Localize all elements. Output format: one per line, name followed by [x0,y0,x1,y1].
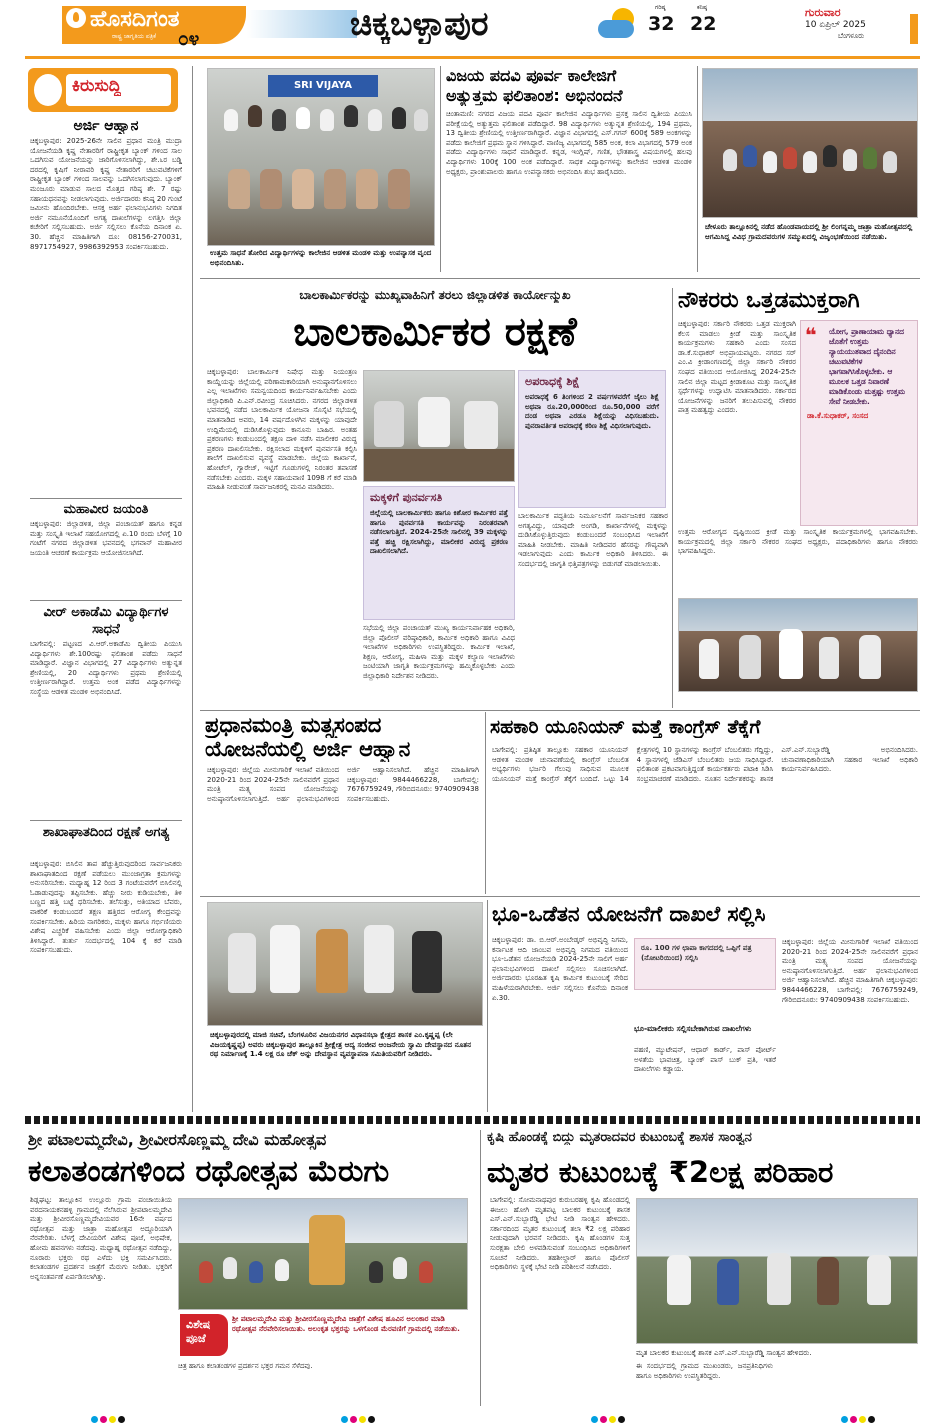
max-temp: 32 [648,13,675,35]
top-rule [25,56,920,59]
punishment-box [518,370,666,508]
logo-lamp-icon [66,8,86,28]
brief-title-3: ವೀರ್ ಅಕಾಡೆಮಿ ವಿದ್ಯಾರ್ಥಿಗಳ ಸಾಧನೆ [43,605,169,637]
fisheries-body: ಚಿಕ್ಕಬಳ್ಳಾಪುರ: ಜಿಲ್ಲೆಯ ಮೀನುಗಾರಿಕೆ ಇಲಾಖೆ ವತಿಯಿಂದ 2020-21 ರಿಂದ 2024-25ನೇ ಸಾಲಿನವರೆಗೆ ಪ್ರಧಾನ ಮಂತ್ರಿ ಮತ್ಸ್ಯ ಸಂಪದ ಯೋಜನೆಯನ್ನು ಅನುಷ್ಠಾನಗೊಳಿಸಲಾಗುತ್ತಿದೆ. ಅರ್ಹ ಫಲಾನುಭವಿಗಳಿಂದ ಅರ್ಜಿ ಆಹ್ವಾನಿಸಲಾಗಿದೆ. ಹೆಚ್ಚಿನ ಮಾಹಿತಿಗಾಗಿ ಚಿಕ್ಕಬಳ್ಳಾಪುರ: 9844466228, ಬಾಗೇಪಲ್ಲಿ: 7676759249, ಗೌರಿಬಿದನೂರು: 9740909438 ಸಂಪರ್ಕಿಸಬಹುದು. [207,766,479,803]
results-body: ಚಿಂತಾಮಣಿ: ನಗರದ ವಿಜಯ ಪದವಿ ಪೂರ್ವ ಕಾಲೇಜಿನ ವಿದ್ಯಾರ್ಥಿಗಳು ಪ್ರಸಕ್ತ ಸಾಲಿನ ದ್ವಿತೀಯ ಪಿಯುಸಿ ಪರೀಕ್ಷೆಯಲ್ಲಿ ಅತ್ಯುತ್ತಮ ಫಲಿತಾಂಶ ಪಡೆದಿದ್ದಾರೆ. 98 ವಿದ್ಯಾರ್ಥಿಗಳು ಅತ್ಯುನ್ನತ ಶ್ರೇಣಿಯಲ್ಲಿ, 194 ಪ್ರಥಮ, 13 ದ್ವಿತೀಯ ಶ್ರೇಣಿಯಲ್ಲಿ ಉತ್ತೀರ್ಣರಾಗಿದ್ದಾರೆ. ವಿಜ್ಞಾನ ವಿಭಾಗದಲ್ಲಿ ಎಸ್.ಗಗನ್ 600ಕ್ಕೆ 589 ಅಂಕಗಳನ್ನು ಪಡೆದು ಕಾಲೇಜಿಗೆ ಪ್ರಥಮ ಸ್ಥಾನ ಗಳಿಸಿದ್ದಾರೆ. ವಾಣಿಜ್ಯ ವಿಭಾಗದಲ್ಲಿ 585 ಅಂಕ, ಕಲಾ ವಿಭಾಗದಲ್ಲಿ 579 ಅಂಕ ಪಡೆದು ವಿದ್ಯಾರ್ಥಿಗಳು ಸಾಧನೆ ಮಾಡಿದ್ದಾರೆ. ಕನ್ನಡ, ಇಂಗ್ಲಿಷ್, ಗಣಿತ, ಭೌತಶಾಸ್ತ್ರ ವಿಷಯಗಳಲ್ಲಿ ಹಲವು ವಿದ್ಯಾರ್ಥಿಗಳು 100ಕ್ಕೆ 100 ಅಂಕ ಪಡೆದಿದ್ದಾರೆ. ಸಾಧಕ ವಿದ್ಯಾರ್ಥಿಗಳನ್ನು ಕಾಲೇಜಿನ ಆಡಳಿತ ಮಂಡಳಿ ಅಧ್ಯಕ್ಷರು, ಪ್ರಾಂಶುಪಾಲರು ಹಾಗೂ ಉಪನ್ಯಾಸಕರು ಅಭಿನಂದಿಸಿ ಶುಭ ಹಾರೈಸಿದರು. [446,110,692,176]
compensation-body-2: ಈ ಸಂದರ್ಭದಲ್ಲಿ ಗ್ರಾಮದ ಮುಖಂಡರು, ಜನಪ್ರತಿನಿಧಿಗಳು ಹಾಗೂ ಅಧಿಕಾರಿಗಳು ಉಪಸ್ಥಿತರಿದ್ದರು. [636,1362,773,1380]
brief-body-3: ಬಾಗೇಪಲ್ಲಿ: ಪಟ್ಟಣದ ವಿ.ಆರ್.ಅಕಾಡೆಮಿ ದ್ವಿತೀಯ ಪಿಯುಸಿ ವಿದ್ಯಾರ್ಥಿಗಳು ಶೇ.100ರಷ್ಟು ಫಲಿತಾಂಶ ಪಡೆದು ಸಾಧನೆ ಮಾಡಿದ್ದಾರೆ. ವಿಜ್ಞಾನ ವಿಭಾಗದಲ್ಲಿ 27 ವಿದ್ಯಾರ್ಥಿಗಳು ಅತ್ಯುನ್ನತ ಶ್ರೇಣಿಯಲ್ಲಿ, 20 ವಿದ್ಯಾರ್ಥಿಗಳು ಪ್ರಥಮ ಶ್ರೇಣಿಯಲ್ಲಿ ಉತ್ತೀರ್ಣರಾಗಿದ್ದಾರೆ. ಉತ್ತಮ ಅಂಕ ಪಡೆದ ವಿದ್ಯಾರ್ಥಿಗಳನ್ನು ಸಂಸ್ಥೆಯ ಆಡಳಿತ ಮಂಡಳಿ ಅಭಿನಂದಿಸಿದೆ. [30,640,182,696]
punishment-title: ಅಪರಾಧಕ್ಕೆ ಶಿಕ್ಷೆ [525,375,580,388]
jatra-photo [702,68,918,218]
fisheries-title-2: ಯೋಜನೆಯಲ್ಲಿ ಅರ್ಜಿ ಆಹ್ವಾನ [205,737,411,761]
coop-title: ಸಹಕಾರಿ ಯೂನಿಯನ್ ಮತ್ತೆ ಕಾಂಗ್ರೆಸ್ ತೆಕ್ಕೆಗೆ [490,716,761,738]
masthead-gradient [247,10,357,38]
rehab-title: ಮಕ್ಕಳಿಗೆ ಪುನರ್ವಸತಿ [370,491,443,504]
stamp-text: ರೂ. 100 ಗಳ ಛಾಪಾ ಕಾಗದದಲ್ಲಿ ಒಪ್ಪಿಗೆ ಪತ್ರ (ನೋಟರಿಯಿಂದ) ಸಲ್ಲಿಸಿ [641,943,752,962]
punishment-body: ಅಪರಾಧಕ್ಕೆ 6 ತಿಂಗಳಿಂದ 2 ವರ್ಷಗಳವರೆಗೆ ಜೈಲು ಶಿಕ್ಷೆ ಅಥವಾ ರೂ.20,000ರಿಂದ ರೂ.50,000 ವರೆಗೆ ದಂಡ ಅಥವಾ ಎರಡೂ ಶಿಕ್ಷೆಯನ್ನು ವಿಧಿಸಬಹುದು. ಪುನರಾವರ್ತಿತ ಅಪರಾಧಕ್ಕೆ ಕಠಿಣ ಶಿಕ್ಷೆ ವಿಧಿಸಲಾಗುವುದು. [525,393,659,430]
coop-body: ಬಾಗೇಪಲ್ಲಿ: ಪ್ರತಿಷ್ಠಿತ ತಾಲ್ಲೂಕು ಸಹಕಾರ ಯೂನಿಯನ್ ಆಡಳಿತ ಮಂಡಳಿ ಚುನಾವಣೆಯಲ್ಲಿ ಕಾಂಗ್ರೆಸ್ ಬೆಂಬಲಿತ ಅಭ್ಯರ್ಥಿಗಳು ಭರ್ಜರಿ ಗೆಲುವು ಸಾಧಿಸುವ ಮೂಲಕ ಯೂನಿಯನ್ ಮತ್ತೆ ಕಾಂಗ್ರೆಸ್ ತೆಕ್ಕೆಗೆ ಬಂದಿದೆ. ಒಟ್ಟು 14 ಕ್ಷೇತ್ರಗಳಲ್ಲಿ 10 ಸ್ಥಾನಗಳನ್ನು ಕಾಂಗ್ರೆಸ್ ಬೆಂಬಲಿತರು ಗೆದ್ದಿದ್ದು, 4 ಸ್ಥಾನಗಳಲ್ಲಿ ಜೆಡಿಎಸ್ ಬೆಂಬಲಿತರು ಜಯ ಸಾಧಿಸಿದ್ದಾರೆ. ಫಲಿತಾಂಶ ಪ್ರಕಟವಾಗುತ್ತಿದ್ದಂತೆ ಕಾರ್ಯಕರ್ತರು ಪಟಾಕಿ ಸಿಡಿಸಿ ಸಂಭ್ರಮಾಚರಣೆ ಮಾಡಿದರು. ನೂತನ ನಿರ್ದೇಶಕರನ್ನು ಶಾಸಕ ಎಸ್.ಎನ್.ಸುಬ್ಬಾರೆಡ್ಡಿ ಅಭಿನಂದಿಸಿದರು. ಚುನಾವಣಾಧಿಕಾರಿಯಾಗಿ ಸಹಕಾರ ಇಲಾಖೆ ಅಧಿಕಾರಿ ಕಾರ್ಯನಿರ್ವಹಿಸಿದರು. [492,746,918,783]
brief-body-1: ಚಿಕ್ಕಬಳ್ಳಾಪುರ: 2025-26ನೇ ಸಾಲಿನ ಪ್ರಧಾನ ಮಂತ್ರಿ ಮುದ್ರಾ ಯೋಜನೆಯಡಿ ಕೃಷ್ಣ ನೇತಾರರಿಗೆ ರಾಷ್ಟ್ರೀಕೃತ ಬ್ಯಾಂಕ್ ಗಳಿಂದ ಸಾಲ ಒದಗಿಸುವ ಯೋಜನೆಯನ್ನು ಜಾರಿಗೊಳಿಸಲಾಗಿದ್ದು, ಶೇ.೬ರ ಬಡ್ಡಿ ದರದಲ್ಲಿ ಕೃಷಿಗೆ ನೀರಾವರಿ ಕೃಷ್ಣ ನೇತಾರರಿಗೆ ಚಟುವಟಿಕೆಗಳಿಗೆ ರಾಷ್ಟ್ರೀಕೃತ ಬ್ಯಾಂಕ್ ಗಳಿಂದ ಸಾಲವನ್ನು ಒದಗಿಸಲಾಗುವುದು. ಬ್ಯಾಂಕ್ ಮಂಜೂರು ಮಾಡುವ ಸಾಲದ ಮೊತ್ತದ ಗರಿಷ್ಠ ಶೇ. 7 ರಷ್ಟು ಸಹಾಯಧನವನ್ನು ನೀಡಲಾಗುವುದು. ಅರ್ಜಿದಾರರು ಕನಿಷ್ಠ 20 ಗುಂಟೆ ಜಮೀನು ಹೊಂದಿರಬೇಕು. ಆಸಕ್ತ ಅರ್ಹ ಫಲಾನುಭವಿಗಳು ನಿಗದಿತ ಅರ್ಜಿ ನಮೂನೆಯೊಂದಿಗೆ ಅಗತ್ಯ ದಾಖಲೆಗಳನ್ನು ಲಗತ್ತಿಸಿ ಜಿಲ್ಲಾ ಕಚೇರಿಗೆ ಸಲ್ಲಿಸಬಹುದು. ಅರ್ಜಿ ಸಲ್ಲಿಸಲು ಕೊನೆಯ ದಿನಾಂಕ ಏ. 30. ಹೆಚ್ಚಿನ ಮಾಹಿತಿಗಾಗಿ ದೂ: 08156-270031, 8971754927, 9986392953 ಸಂಪರ್ಕಿಸಬಹುದು. [30,137,182,251]
cheque-caption: ಚಿಕ್ಕಬಳ್ಳಾಪುರದಲ್ಲಿ ಮಾಜಿ ಸಚಿವೆ, ಬೆಂಗಳೂರಿನ ವಿಜಯನಗರ ವಿಧಾನಸಭಾ ಕ್ಷೇತ್ರದ ಶಾಸಕ ಎಂ.ಕೃಷ್ಣಪ್ಪ (ಲೇ ವಿಜಯಕೃಷ್ಣಪ್ಪ) ಅವರು ಚಿಕ್ಕಬಳ್ಳಾಪುರ ತಾಲ್ಲೂಕಿನ ಶ್ರೀಕ್ಷೇತ್ರ ಆದ್ಯ ಸಂಜೀವ ಆಂಜನೇಯ ಸ್ವಾಮಿ ದೇವಸ್ಥಾನದ ನೂತನ ರಥ ನಿರ್ಮಾಣಕ್ಕೆ 1.4 ಲಕ್ಷ ರೂ ಚೆಕ್ ಅನ್ನು ದೇವಸ್ಥಾನ ವ್ಯವಸ್ಥಾಪನಾ ಸಮಿತಿಯವರಿಗೆ ನೀಡಿದರು. [210,1030,472,1059]
compensation-photo [636,1198,918,1344]
max-temp-label: ಗರಿಷ್ಠ [655,4,666,11]
kirusuddi-label: ಕಿರುಸುದ್ದಿ [72,76,122,96]
results-title-2: ಅತ್ಯುತ್ತಮ ಫಲಿತಾಂಶ: ಅಭಿನಂದನೆ [446,86,623,105]
sports-photo [678,598,918,692]
special-badge-line1: ವಿಶೇಷ [186,1318,211,1331]
students-photo [207,68,435,246]
compensation-kicker: ಕೃಷಿ ಹೊಂಡಕ್ಕೆ ಬಿದ್ದು ಮೃತರಾದವರ ಕುಟುಂಬಕ್ಕೆ ಶಾಸಕ ಸಾಂತ್ವನ [487,1130,752,1145]
masthead [0,0,945,50]
employees-title: ನೌಕರರು ಒತ್ತಡಮುಕ್ತರಾಗಿ [678,288,860,313]
min-temp: 22 [690,13,717,35]
land-body-extra: ಚಿಕ್ಕಬಳ್ಳಾಪುರ: ಜಿಲ್ಲೆಯ ಮೀನುಗಾರಿಕೆ ಇಲಾಖೆ ವತಿಯಿಂದ 2020-21 ರಿಂದ 2024-25ನೇ ಸಾಲಿನವರೆಗೆ ಪ್ರಧಾನ ಮಂತ್ರಿ ಮತ್ಸ್ಯ ಸಂಪದ ಯೋಜನೆಯನ್ನು ಅನುಷ್ಠಾನಗೊಳಿಸಲಾಗುತ್ತಿದೆ. ಅರ್ಹ ಫಲಾನುಭವಿಗಳಿಂದ ಅರ್ಜಿ ಆಹ್ವಾನಿಸಲಾಗಿದೆ. ಹೆಚ್ಚಿನ ಮಾಹಿತಿಗಾಗಿ ಚಿಕ್ಕಬಳ್ಳಾಪುರ: 9844466228, ಬಾಗೇಪಲ್ಲಿ: 7676759249, ಗೌರಿಬಿದನೂರು: 9740909438 ಸಂಪರ್ಕಿಸಬಹುದು. [782,938,918,1004]
compensation-body: ಬಾಗೇಪಲ್ಲಿ: ಸೋಮನಾಥಪುರ ಕುರುಬರಹಳ್ಳಿ ಕೃಷಿ ಹೊಂಡದಲ್ಲಿ ಈಜಲು ಹೋಗಿ ಮೃತಪಟ್ಟ ಬಾಲಕರ ಕುಟುಂಬಕ್ಕೆ ಶಾಸಕ ಎಸ್.ಎನ್.ಸುಬ್ಬಾರೆಡ್ಡಿ ಭೇಟಿ ನೀಡಿ ಸಾಂತ್ವನ ಹೇಳಿದರು. ಸರ್ಕಾರದಿಂದ ಮೃತರ ಕುಟುಂಬಕ್ಕೆ ತಲಾ ₹2 ಲಕ್ಷ ಪರಿಹಾರ ನೀಡುವುದಾಗಿ ಭರವಸೆ ನೀಡಿದರು. ಕೃಷಿ ಹೊಂಡಗಳ ಸುತ್ತ ಸುರಕ್ಷತಾ ಬೇಲಿ ಅಳವಡಿಸುವಂತೆ ಸಂಬಂಧಿಸಿದ ಅಧಿಕಾರಿಗಳಿಗೆ ಸೂಚನೆ ನೀಡಿದರು. ತಹಶೀಲ್ದಾರ್ ಹಾಗೂ ಪೊಲೀಸ್ ಅಧಿಕಾರಿಗಳು ಸ್ಥಳಕ್ಕೆ ಭೇಟಿ ನೀಡಿ ಪರಿಶೀಲನೆ ನಡೆಸಿದರು. [490,1196,630,1272]
quote-text: ಯೋಗ, ಪ್ರಾಣಾಯಾಮ ಧ್ಯಾನದ ಜೊತೆಗೆ ಉತ್ತಮ ನ್ಯಾಯಯುತವಾದ ದೈನಂದಿನ ಚಟುವಟಿಕೆಗಳ ಭಾಗವಾಗಿಸಿಕೊಳ್ಳಬೇಕು. ಆ ಮೂಲಕ ಒತ್ತಡ ನಿವಾರಣೆ ಮಾಡಿಕೊಂಡು ಮತ್ತಷ್ಟು ಉತ್ತಮ ಸೇವೆ ನೀಡಬೇಕು. [829,327,906,406]
stamp-box [634,938,776,990]
divider-stripe [25,1116,920,1124]
festival-photo [178,1198,468,1310]
cheque-photo [207,902,483,1026]
quote-icon: ❝ [805,323,817,347]
festival-body-2: ಚಿತ್ರ ಹಾಗೂ ಕಲಾತಂಡಗಳ ಪ್ರದರ್ಶನ ಭಕ್ತರ ಗಮನ ಸೆಳೆದವು. [178,1362,313,1370]
special-badge-line2: ಪೂಜೆ [186,1332,206,1345]
meeting-photo [363,370,515,482]
quote-author: ಡಾ.ಕೆ.ಸುಧಾಕರ್, ಸಂಸದ [807,411,869,420]
land-title: ಭೂ-ಒಡೆತನ ಯೋಜನೆಗೆ ದಾಖಲೆ ಸಲ್ಲಿಸಿ [492,902,766,926]
brief-title-4: ಶಾಖಾಘಾತದಿಂದ ರಕ್ಷಣೆ ಅಗತ್ಯ [42,825,170,840]
child-body-1: ಚಿಕ್ಕಬಳ್ಳಾಪುರ: ಬಾಲಕಾರ್ಮಿಕ ನಿಷೇಧ ಮತ್ತು ನಿಯಂತ್ರಣ ಕಾಯ್ದೆಯನ್ನು ಜಿಲ್ಲೆಯಲ್ಲಿ ಪರಿಣಾಮಕಾರಿಯಾಗಿ ಅನುಷ್ಠಾನಗೊಳಿಸಲು ಎಲ್ಲ ಇಲಾಖೆಗಳು ಸಮನ್ವಯದಿಂದ ಕಾರ್ಯನಿರ್ವಹಿಸಬೇಕು ಎಂದು ಜಿಲ್ಲಾಧಿಕಾರಿ ಪಿ.ಎನ್.ರವೀಂದ್ರ ಸೂಚಿಸಿದರು. ನಗರದ ಜಿಲ್ಲಾಡಳಿತ ಭವನದಲ್ಲಿ ನಡೆದ ಬಾಲಕಾರ್ಮಿಕ ಯೋಜನಾ ಸೊಸೈಟಿ ಸಭೆಯಲ್ಲಿ ಮಾತನಾಡಿದ ಅವರು, 14 ವರ್ಷದೊಳಗಿನ ಮಕ್ಕಳನ್ನು ಯಾವುದೇ ಉದ್ದಿಮೆಯಲ್ಲಿ ದುಡಿಸಿಕೊಳ್ಳುವುದು ಕಾನೂನು ಬಾಹಿರ. ಅಂತಹ ಪ್ರಕರಣಗಳು ಕಂಡುಬಂದಲ್ಲಿ ತಕ್ಷಣ ದಾಳಿ ನಡೆಸಿ ಮಾಲೀಕರ ವಿರುದ್ಧ ಪ್ರಕರಣ ದಾಖಲಿಸಬೇಕು. ರಕ್ಷಿಸಲಾದ ಮಕ್ಕಳಿಗೆ ಪುನರ್ವಸತಿ ಕಲ್ಪಿಸಿ ಶಾಲೆಗೆ ದಾಖಲಿಸುವ ವ್ಯವಸ್ಥೆ ಮಾಡಬೇಕು. ಜಿಲ್ಲೆಯ ಕಾರ್ಖಾನೆ, ಹೋಟೆಲ್, ಗ್ಯಾರೇಜ್, ಇಟ್ಟಿಗೆ ಗೂಡುಗಳಲ್ಲಿ ನಿರಂತರ ತಪಾಸಣೆ ನಡೆಸಬೇಕು ಎಂದರು. ಮಕ್ಕಳ ಸಹಾಯವಾಣಿ 1098 ಗೆ ಕರೆ ಮಾಡಿ ಮಾಹಿತಿ ನೀಡುವಂತೆ ಸಾರ್ವಜನಿಕರಲ್ಲಿ ಮನವಿ ಮಾಡಿದರು. [207,368,357,492]
brief-body-2: ಚಿಕ್ಕಬಳ್ಳಾಪುರ: ಜಿಲ್ಲಾಡಳಿತ, ಜಿಲ್ಲಾ ಪಂಚಾಯತ್ ಹಾಗೂ ಕನ್ನಡ ಮತ್ತು ಸಂಸ್ಕೃತಿ ಇಲಾಖೆ ಸಹಯೋಗದಲ್ಲಿ ಏ.10 ರಂದು ಬೆಳಗ್ಗೆ 10 ಗಂಟೆಗೆ ನಗರದ ಜಿಲ್ಲಾಡಳಿತ ಭವನದಲ್ಲಿ ಭಗವಾನ್ ಮಹಾವೀರ ಜಯಂತಿ ಆಚರಣೆ ಕಾರ್ಯಕ್ರಮ ಆಯೋಜಿಸಲಾಗಿದೆ. [30,520,182,557]
employees-body-1: ಚಿಕ್ಕಬಳ್ಳಾಪುರ: ಸರ್ಕಾರಿ ನೌಕರರು ಒತ್ತಡ ಮುಕ್ತರಾಗಿ ಕೆಲಸ ಮಾಡಲು ಕ್ರೀಡೆ ಮತ್ತು ಸಾಂಸ್ಕೃತಿಕ ಕಾರ್ಯಕ್ರಮಗಳು ಸಹಕಾರಿ ಎಂದು ಸಂಸದ ಡಾ.ಕೆ.ಸುಧಾಕರ್ ಅಭಿಪ್ರಾಯಪಟ್ಟರು. ನಗರದ ಸರ್ ಎಂ.ವಿ ಕ್ರೀಡಾಂಗಣದಲ್ಲಿ ಜಿಲ್ಲಾ ಸರ್ಕಾರಿ ನೌಕರರ ಸಂಘದ ವತಿಯಿಂದ ಆಯೋಜಿಸಿದ್ದ 2024-25ನೇ ಸಾಲಿನ ಜಿಲ್ಲಾ ಮಟ್ಟದ ಕ್ರೀಡಾಕೂಟ ಮತ್ತು ಸಾಂಸ್ಕೃತಿಕ ಸ್ಪರ್ಧೆಗಳನ್ನು ಉದ್ಘಾಟಿಸಿ ಮಾತನಾಡಿದರು. ಸರ್ಕಾರದ ಯೋಜನೆಗಳನ್ನು ಜನರಿಗೆ ತಲುಪಿಸುವಲ್ಲಿ ನೌಕರರ ಪಾತ್ರ ಮಹತ್ವದ್ದು ಎಂದರು. [678,320,796,415]
festival-kicker: ಶ್ರೀ ಪಟಾಲಮ್ಮದೇವಿ, ಶ್ರೀವೀರಸೊಣ್ಣಮ್ಮ ದೇವಿ ಮಹೋತ್ಸವ [28,1130,327,1149]
docs-body: ಪಹಣಿ, ಮ್ಯುಟೇಷನ್, ಆಧಾರ್ ಕಾರ್ಡ್, ಪಾಸ್ ಪೋರ್ಟ್ ಅಳತೆಯ ಭಾವಚಿತ್ರ, ಬ್ಯಾಂಕ್ ಪಾಸ್ ಬುಕ್ ಪ್ರತಿ, ಇತರೆ ದಾಖಲೆಗಳು ಕಡ್ಡಾಯ. [634,1046,776,1074]
employees-body-2: ಉತ್ತಮ ಆರೋಗ್ಯದ ದೃಷ್ಟಿಯಿಂದ ಕ್ರೀಡೆ ಮತ್ತು ಸಾಂಸ್ಕೃತಿಕ ಕಾರ್ಯಕ್ರಮಗಳಲ್ಲಿ ಭಾಗವಹಿಸಬೇಕು. ಕಾರ್ಯಕ್ರಮದಲ್ಲಿ ಜಿಲ್ಲಾ ಸರ್ಕಾರಿ ನೌಕರರ ಸಂಘದ ಅಧ್ಯಕ್ಷರು, ಪದಾಧಿಕಾರಿಗಳು ಹಾಗೂ ನೌಕರರು ಭಾಗವಹಿಸಿದ್ದರು. [678,528,918,556]
day-name: ಗುರುವಾರ [805,6,841,19]
quote-box [800,320,918,526]
rehab-box [363,486,515,620]
compensation-title: ಮೃತರ ಕುಟುಂಬಕ್ಕೆ ₹2ಲಕ್ಷ ಪರಿಹಾರ [487,1155,834,1189]
page-number: ೦೪ [178,28,200,50]
child-body-2: ಸಭೆಯಲ್ಲಿ ಜಿಲ್ಲಾ ಪಂಚಾಯತ್ ಮುಖ್ಯ ಕಾರ್ಯನಿರ್ವಾಹಕ ಅಧಿಕಾರಿ, ಜಿಲ್ಲಾ ಪೊಲೀಸ್ ವರಿಷ್ಠಾಧಿಕಾರಿ, ಕಾರ್ಮಿಕ ಅಧಿಕಾರಿ ಹಾಗೂ ವಿವಿಧ ಇಲಾಖೆಗಳ ಅಧಿಕಾರಿಗಳು ಉಪಸ್ಥಿತರಿದ್ದರು. ಕಾರ್ಮಿಕ ಇಲಾಖೆ, ಶಿಕ್ಷಣ, ಆರೋಗ್ಯ, ಮಹಿಳಾ ಮತ್ತು ಮಕ್ಕಳ ಕಲ್ಯಾಣ ಇಲಾಖೆಗಳು ಜಂಟಿಯಾಗಿ ಜಾಗೃತಿ ಕಾರ್ಯಕ್ರಮಗಳನ್ನು ಹಮ್ಮಿಕೊಳ್ಳಬೇಕು ಎಂದು ಜಿಲ್ಲಾಧಿಕಾರಿ ನಿರ್ದೇಶನ ನೀಡಿದರು. [363,624,515,680]
kirusuddi-header [28,68,183,116]
brief-title-1: ಅರ್ಜಿ ಆಹ್ವಾನ [73,118,139,134]
students-photo-caption: ಉತ್ತಮ ಸಾಧನೆ ತೋರಿದ ವಿದ್ಯಾರ್ಥಿಗಳನ್ನು ಕಾಲೇಜಿನ ಆಡಳಿತ ಮಂಡಳಿ ಮತ್ತು ಉಪನ್ಯಾಸಕ ವೃಂದ ಅಭಿನಂದಿಸಿತು. [210,248,432,267]
min-temp-label: ಕನಿಷ್ಠ [697,4,708,11]
edition-name: ಬೆಂಗಳೂರು [838,32,865,40]
logo-tagline: ರಾಷ್ಟ್ರ ಜಾಗೃತಿಯ ಪತ್ರಿಕೆ [112,33,157,40]
child-title: ಬಾಲಕಾರ್ಮಿಕರ ರಕ್ಷಣೆ [293,309,577,355]
college-banner: SRI VIJAYA [268,75,378,97]
child-kicker: ಬಾಲಕಾರ್ಮಿಕರನ್ನು ಮುಖ್ಯವಾಹಿನಿಗೆ ತರಲು ಜಿಲ್ಲಾಡಳಿತ ಕಾರ್ಯೋನ್ಮುಖ [299,288,571,302]
logo-block [62,6,246,44]
festival-title: ಕಲಾತಂಡಗಳಿಂದ ರಥೋತ್ಸವ ಮೆರುಗು [28,1154,390,1189]
docs-title: ಭೂ-ಮಾಲೀಕರು ಸಲ್ಲಿಸಬೇಕಾಗಿರುವ ದಾಖಲೆಗಳು [634,1024,752,1033]
special-badge [180,1314,228,1356]
festival-body: ಶಿಡ್ಲಘಟ್ಟ: ತಾಲ್ಲೂಕಿನ ಉಲ್ಲೂರು ಗ್ರಾಮ ಪಂಚಾಯಿತಿಯ ವರದನಾಯಕನಹಳ್ಳಿ ಗ್ರಾಮದಲ್ಲಿ ನೆಲೆಸಿರುವ ಶ್ರೀಪಟಾಲಮ್ಮದೇವಿ ಮತ್ತು ಶ್ರೀವೀರಸೊಣ್ಣಮ್ಮದೇವಿಯವರ 16ನೇ ವರ್ಷದ ರಥೋತ್ಸವ ಮತ್ತು ಜಾತ್ರಾ ಮಹೋತ್ಸವ ಅದ್ದೂರಿಯಾಗಿ ನೆರವೇರಿತು. ಬೆಳಗ್ಗೆ ದೇವಿಯರಿಗೆ ವಿಶೇಷ ಪೂಜೆ, ಅಭಿಷೇಕ, ಹೋಮ ಹವನಗಳು ನಡೆದವು. ಮಧ್ಯಾಹ್ನ ರಥೋತ್ಸವ ನಡೆದಿದ್ದು, ನೂರಾರು ಭಕ್ತರು ರಥ ಎಳೆದು ಭಕ್ತಿ ಸಮರ್ಪಿಸಿದರು. ಕಲಾತಂಡಗಳ ಪ್ರದರ್ಶನ ಜಾತ್ರೆಗೆ ಮೆರುಗು ನೀಡಿತು. ಭಕ್ತರಿಗೆ ಅನ್ನಸಂತರ್ಪಣೆ ಏರ್ಪಡಿಸಲಾಗಿತ್ತು. [30,1196,172,1281]
brief-title-2: ಮಹಾವೀರ ಜಯಂತಿ [63,502,149,517]
rehab-body: ಜಿಲ್ಲೆಯಲ್ಲಿ ಬಾಲಕಾರ್ಮಿಕರು ಹಾಗೂ ಕಿಶೋರ ಕಾರ್ಮಿಕರ ಪತ್ತೆ ಹಾಗೂ ಪುನರ್ವಸತಿ ಕಾರ್ಯವನ್ನು ನಿರಂತರವಾಗಿ ನಡೆಸಲಾಗುತ್ತಿದೆ. 2024-25ನೇ ಸಾಲಿನಲ್ಲಿ 39 ಮಕ್ಕಳನ್ನು ಪತ್ತೆ ಹಚ್ಚಿ ರಕ್ಷಿಸಲಾಗಿದ್ದು, ಮಾಲೀಕರ ವಿರುದ್ಧ ಪ್ರಕರಣ ದಾಖಲಿಸಲಾಗಿದೆ. [370,509,508,556]
land-body: ಚಿಕ್ಕಬಳ್ಳಾಪುರ: ಡಾ. ಬಿ.ಆರ್.ಅಂಬೇಡ್ಕರ್ ಅಭಿವೃದ್ಧಿ ನಿಗಮ, ಕರ್ನಾಟಕ ಆದಿ ಜಾಂಬವ ಅಭಿವೃದ್ಧಿ ನಿಗಮದ ವತಿಯಿಂದ ಭೂ-ಒಡೆತನ ಯೋಜನೆಯಡಿ 2024-25ನೇ ಸಾಲಿಗೆ ಅರ್ಹ ಫಲಾನುಭವಿಗಳಿಂದ ದಾಖಲೆ ಸಲ್ಲಿಸಲು ಸೂಚಿಸಲಾಗಿದೆ. ಅರ್ಜಿದಾರರು ಭೂರಹಿತ ಕೃಷಿ ಕಾರ್ಮಿಕ ಕುಟುಂಬಕ್ಕೆ ಸೇರಿದ ಮಹಿಳೆಯರಾಗಿರಬೇಕು. ಅರ್ಜಿ ಸಲ್ಲಿಸಲು ಕೊನೆಯ ದಿನಾಂಕ ಏ.30. [492,936,628,1002]
issue-date: 10 ಏಪ್ರಿಲ್ 2025 [805,20,866,30]
results-title-1: ವಿಜಯ ಪದವಿ ಪೂರ್ವ ಕಾಲೇಜಿಗೆ [446,66,617,85]
logo-text[interactable]: ಹೊಸದಿಗಂತ [90,7,180,32]
hand-icon [34,74,62,106]
child-body-3: ಬಾಲಕಾರ್ಮಿಕ ಪದ್ಧತಿಯ ನಿರ್ಮೂಲನೆಗೆ ಸಾರ್ವಜನಿಕರ ಸಹಕಾರ ಅಗತ್ಯವಿದ್ದು, ಯಾವುದೇ ಅಂಗಡಿ, ಕಾರ್ಖಾನೆಗಳಲ್ಲಿ ಮಕ್ಕಳನ್ನು ದುಡಿಸಿಕೊಳ್ಳುತ್ತಿರುವುದು ಕಂಡುಬಂದರೆ ಸಂಬಂಧಿಸಿದ ಇಲಾಖೆಗೆ ಮಾಹಿತಿ ನೀಡಬೇಕು. ಮಾಹಿತಿ ನೀಡಿದವರ ಹೆಸರನ್ನು ಗೌಪ್ಯವಾಗಿ ಇಡಲಾಗುವುದು ಎಂದು ಕಾರ್ಮಿಕ ಅಧಿಕಾರಿ ತಿಳಿಸಿದರು. ಈ ಸಂದರ್ಭದಲ್ಲಿ ಜಾಗೃತಿ ಭಿತ್ತಿಪತ್ರಗಳನ್ನು ಬಿಡುಗಡೆ ಮಾಡಲಾಯಿತು. [518,512,668,568]
masthead-bar [910,14,918,44]
fisheries-title-1: ಪ್ರಧಾನಮಂತ್ರಿ ಮತ್ಸ್ಯಸಂಪದ [205,713,382,737]
compensation-caption: ಮೃತ ಬಾಲಕರ ಕುಟುಂಬಕ್ಕೆ ಶಾಸಕ ಎಸ್.ಎನ್.ಸುಬ್ಬಾರೆಡ್ಡಿ ಸಾಂತ್ವನ ಹೇಳಿದರು. [636,1348,812,1357]
weather-icon [598,8,638,42]
jatra-photo-caption: ಚೇಳೂರು ತಾಲ್ಲೂಕಿನಲ್ಲಿ ನಡೆದ ಹೊಂಡವಾಯದಲ್ಲಿ ಶ್ರೀ ಲಿಂಗನ್ನಮ್ಮ ಜಾತ್ರಾ ಮಹೋತ್ಸವದಲ್ಲಿ ಆಗಮಿಸಿದ್ದ ವಿವಿಧ ಗ್ರಾಮದವರುಗಳ ಸಮ್ಮುಖದಲ್ಲಿ ವಿಜೃಂಭಣೆಯಿಂದ ನಡೆಯಿತು. [705,222,913,241]
festival-caption: ಶ್ರೀ ಪಟಾಲಮ್ಮದೇವಿ ಮತ್ತು ಶ್ರೀವೀರಸೊಣ್ಣಮ್ಮದೇವಿ ಜಾತ್ರೆಗೆ ವಿಶೇಷ ಹೂವಿನ ಅಲಂಕಾರ ಮಾಡಿ ರಥೋತ್ಸವ ನೆರವೇರಿಸಲಾಯಿತು. ಅಲಂಕೃತ ಭಕ್ತರನ್ನು ಒಳಗೊಂಡ ಮೆರವಣಿಗೆ ಗ್ರಾಮದಲ್ಲಿ ನಡೆಯಿತು. [232,1314,460,1333]
brief-body-4: ಚಿಕ್ಕಬಳ್ಳಾಪುರ: ಬಿಸಿಲಿನ ತಾಪ ಹೆಚ್ಚುತ್ತಿರುವುದರಿಂದ ಸಾರ್ವಜನಿಕರು ಶಾಖಾಘಾತದಿಂದ ರಕ್ಷಣೆ ಪಡೆಯಲು ಮುಂಜಾಗ್ರತಾ ಕ್ರಮಗಳನ್ನು ಅನುಸರಿಸಬೇಕು. ಮಧ್ಯಾಹ್ನ 12 ರಿಂದ 3 ಗಂಟೆಯವರೆಗೆ ಬಿಸಿಲಿನಲ್ಲಿ ಓಡಾಡುವುದನ್ನು ತಪ್ಪಿಸಬೇಕು. ಹೆಚ್ಚು ನೀರು ಕುಡಿಯಬೇಕು, ತಿಳಿ ಬಣ್ಣದ ಹತ್ತಿ ಬಟ್ಟೆ ಧರಿಸಬೇಕು. ತಲೆಸುತ್ತು, ಅತಿಯಾದ ಬೆವರು, ವಾಕರಿಕೆ ಕಂಡುಬಂದರೆ ತಕ್ಷಣ ಹತ್ತಿರದ ಆರೋಗ್ಯ ಕೇಂದ್ರವನ್ನು ಸಂಪರ್ಕಿಸಬೇಕು. ಹಿರಿಯ ನಾಗರಿಕರು, ಮಕ್ಕಳು ಹಾಗೂ ಗರ್ಭಿಣಿಯರು ವಿಶೇಷ ಎಚ್ಚರಿಕೆ ವಹಿಸಬೇಕು ಎಂದು ಜಿಲ್ಲಾ ಆರೋಗ್ಯಾಧಿಕಾರಿ ತಿಳಿಸಿದ್ದಾರೆ. ತುರ್ತು ಸಂದರ್ಭದಲ್ಲಿ 104 ಕ್ಕೆ ಕರೆ ಮಾಡಿ ಸಂಪರ್ಕಿಸಬಹುದು. [30,860,182,955]
edition-city: ಚಿಕ್ಕಬಳ್ಳಾಪುರ [350,4,489,43]
